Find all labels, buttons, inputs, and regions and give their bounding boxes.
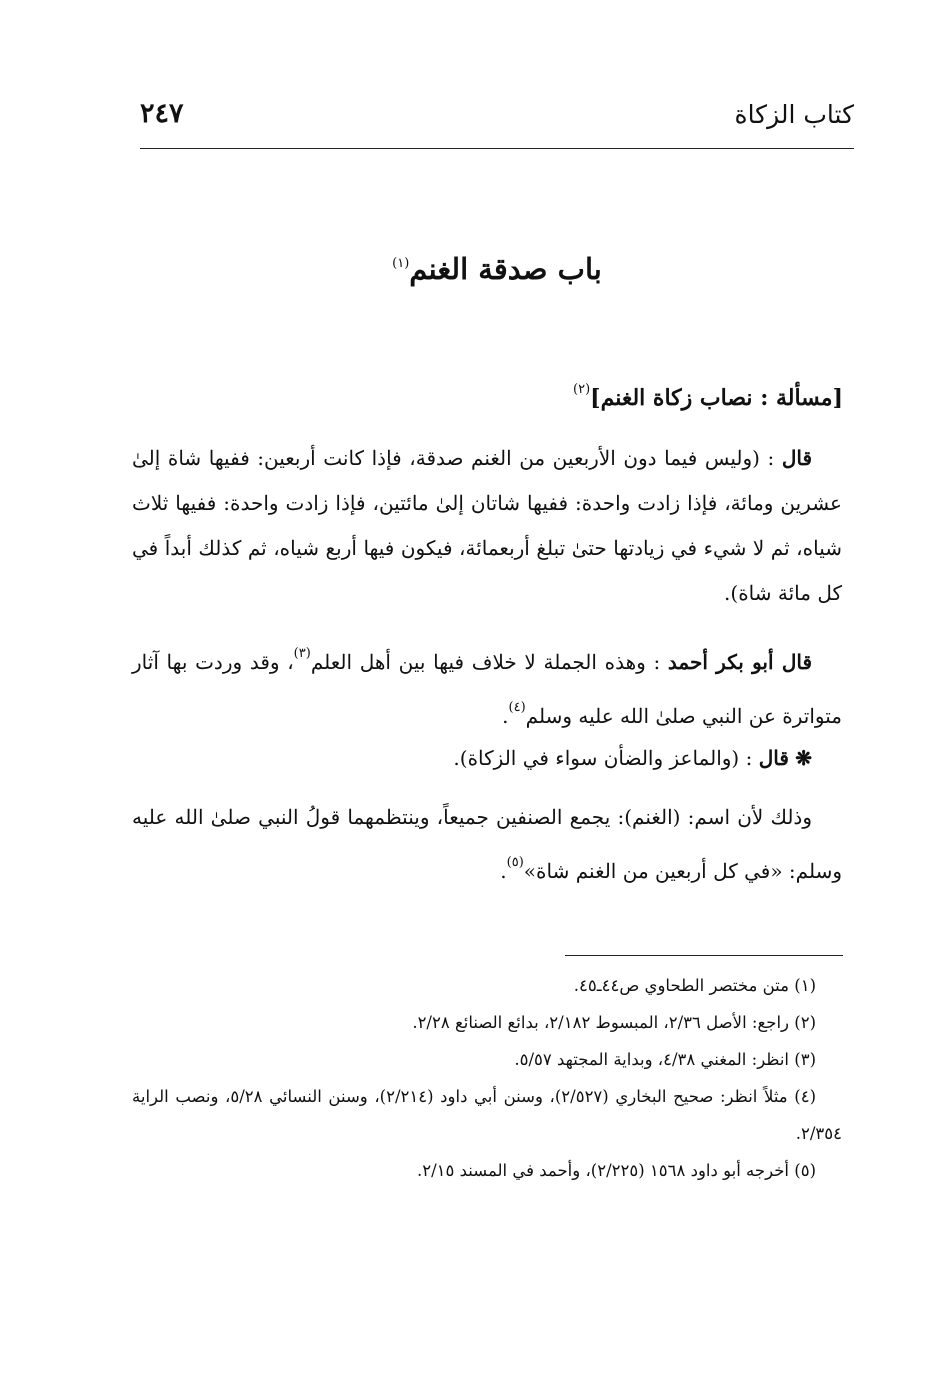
footnote-ref-5: (٥)	[506, 855, 524, 870]
speaker-label: قال	[781, 446, 812, 470]
paragraph-text: وذلك لأن اسم: (الغنم): يجمع الصنفين جميعاً، وينتظمهما قولُ النبي صلىٰ الله عليه وسلم: «في كل أربعين من الغنم شاة»	[132, 805, 842, 883]
speaker-label: قال أبو بكر أحمد	[667, 650, 813, 674]
footnote-2: (٢) راجع: الأصل ٢/٣٦، المبسوط ٢/١٨٢، بدائع الصنائع ٢/٢٨.	[412, 1013, 816, 1032]
paragraph-end: .	[502, 704, 509, 728]
footnote-5: (٥) أخرجه أبو داود ١٥٦٨ (٢/٢٢٥)، وأحمد في المسند ٢/١٥.	[416, 1161, 816, 1180]
footnote-ref-3: (٣)	[293, 646, 311, 661]
paragraph-text: : (وليس فيما دون الأربعين من الغنم صدقة، فإذا كانت أربعين: ففيها شاة إلىٰ عشرين ومائة، فإذا زادت واحدة: ففيها شاتان إلىٰ مائتين، فإذا زادت واحدة: ففيها ثلاث شياه، ثم لا شيء في زيادتها حتىٰ تبلغ أربعمائة، فيكون فيها أربع شياه، ثم كذلك أبداً في كل مائة شاة).	[132, 446, 842, 605]
paragraph-1	[132, 436, 842, 616]
paragraph-3	[132, 736, 842, 781]
footnote-ref-4: (٤)	[508, 700, 526, 715]
paragraph-text: : وهذه الجملة لا خلاف فيها بين أهل العلم	[310, 650, 668, 674]
footnote-divider	[565, 955, 843, 956]
paragraph-text: : (والماعز والضأن سواء في الزكاة).	[453, 746, 759, 770]
chapter-title-text: باب صدقة الغنم	[409, 252, 602, 286]
page-number: ٢٤٧	[140, 98, 184, 129]
footnote-ref-2: (٢)	[573, 382, 591, 397]
paragraph-end: .	[500, 859, 507, 883]
footnote-4: (٤) مثلاً انظر: صحيح البخاري (٢/٥٢٧)، وسنن أبي داود (٢/٢١٤)، وسنن النسائي ٥/٢٨، ونصب الراية ٢/٣٥٤.	[132, 1087, 842, 1143]
star-mark: ❋	[795, 746, 812, 770]
running-header	[140, 96, 854, 149]
paragraph-4	[132, 795, 842, 894]
issue-heading	[573, 382, 843, 411]
paragraph-2	[132, 631, 842, 739]
issue-heading-text: [مسألة : نصاب زكاة الغنم]	[590, 385, 843, 411]
footnote-1: (١) متن مختصر الطحاوي ص٤٤ـ٤٥.	[573, 976, 816, 995]
footnote-ref-1: (١)	[392, 256, 410, 271]
chapter-title	[140, 252, 854, 286]
footnote-3: (٣) انظر: المغني ٤/٣٨، وبداية المجتهد ٥/٥٧.	[514, 1050, 816, 1069]
footnotes	[132, 967, 842, 1189]
paragraph-text: ، وقد وردت بها آثار متواترة عن النبي صلىٰ الله عليه وسلم	[132, 650, 842, 728]
speaker-label: قال	[758, 746, 789, 770]
book-title: كتاب الزكاة	[734, 100, 854, 129]
